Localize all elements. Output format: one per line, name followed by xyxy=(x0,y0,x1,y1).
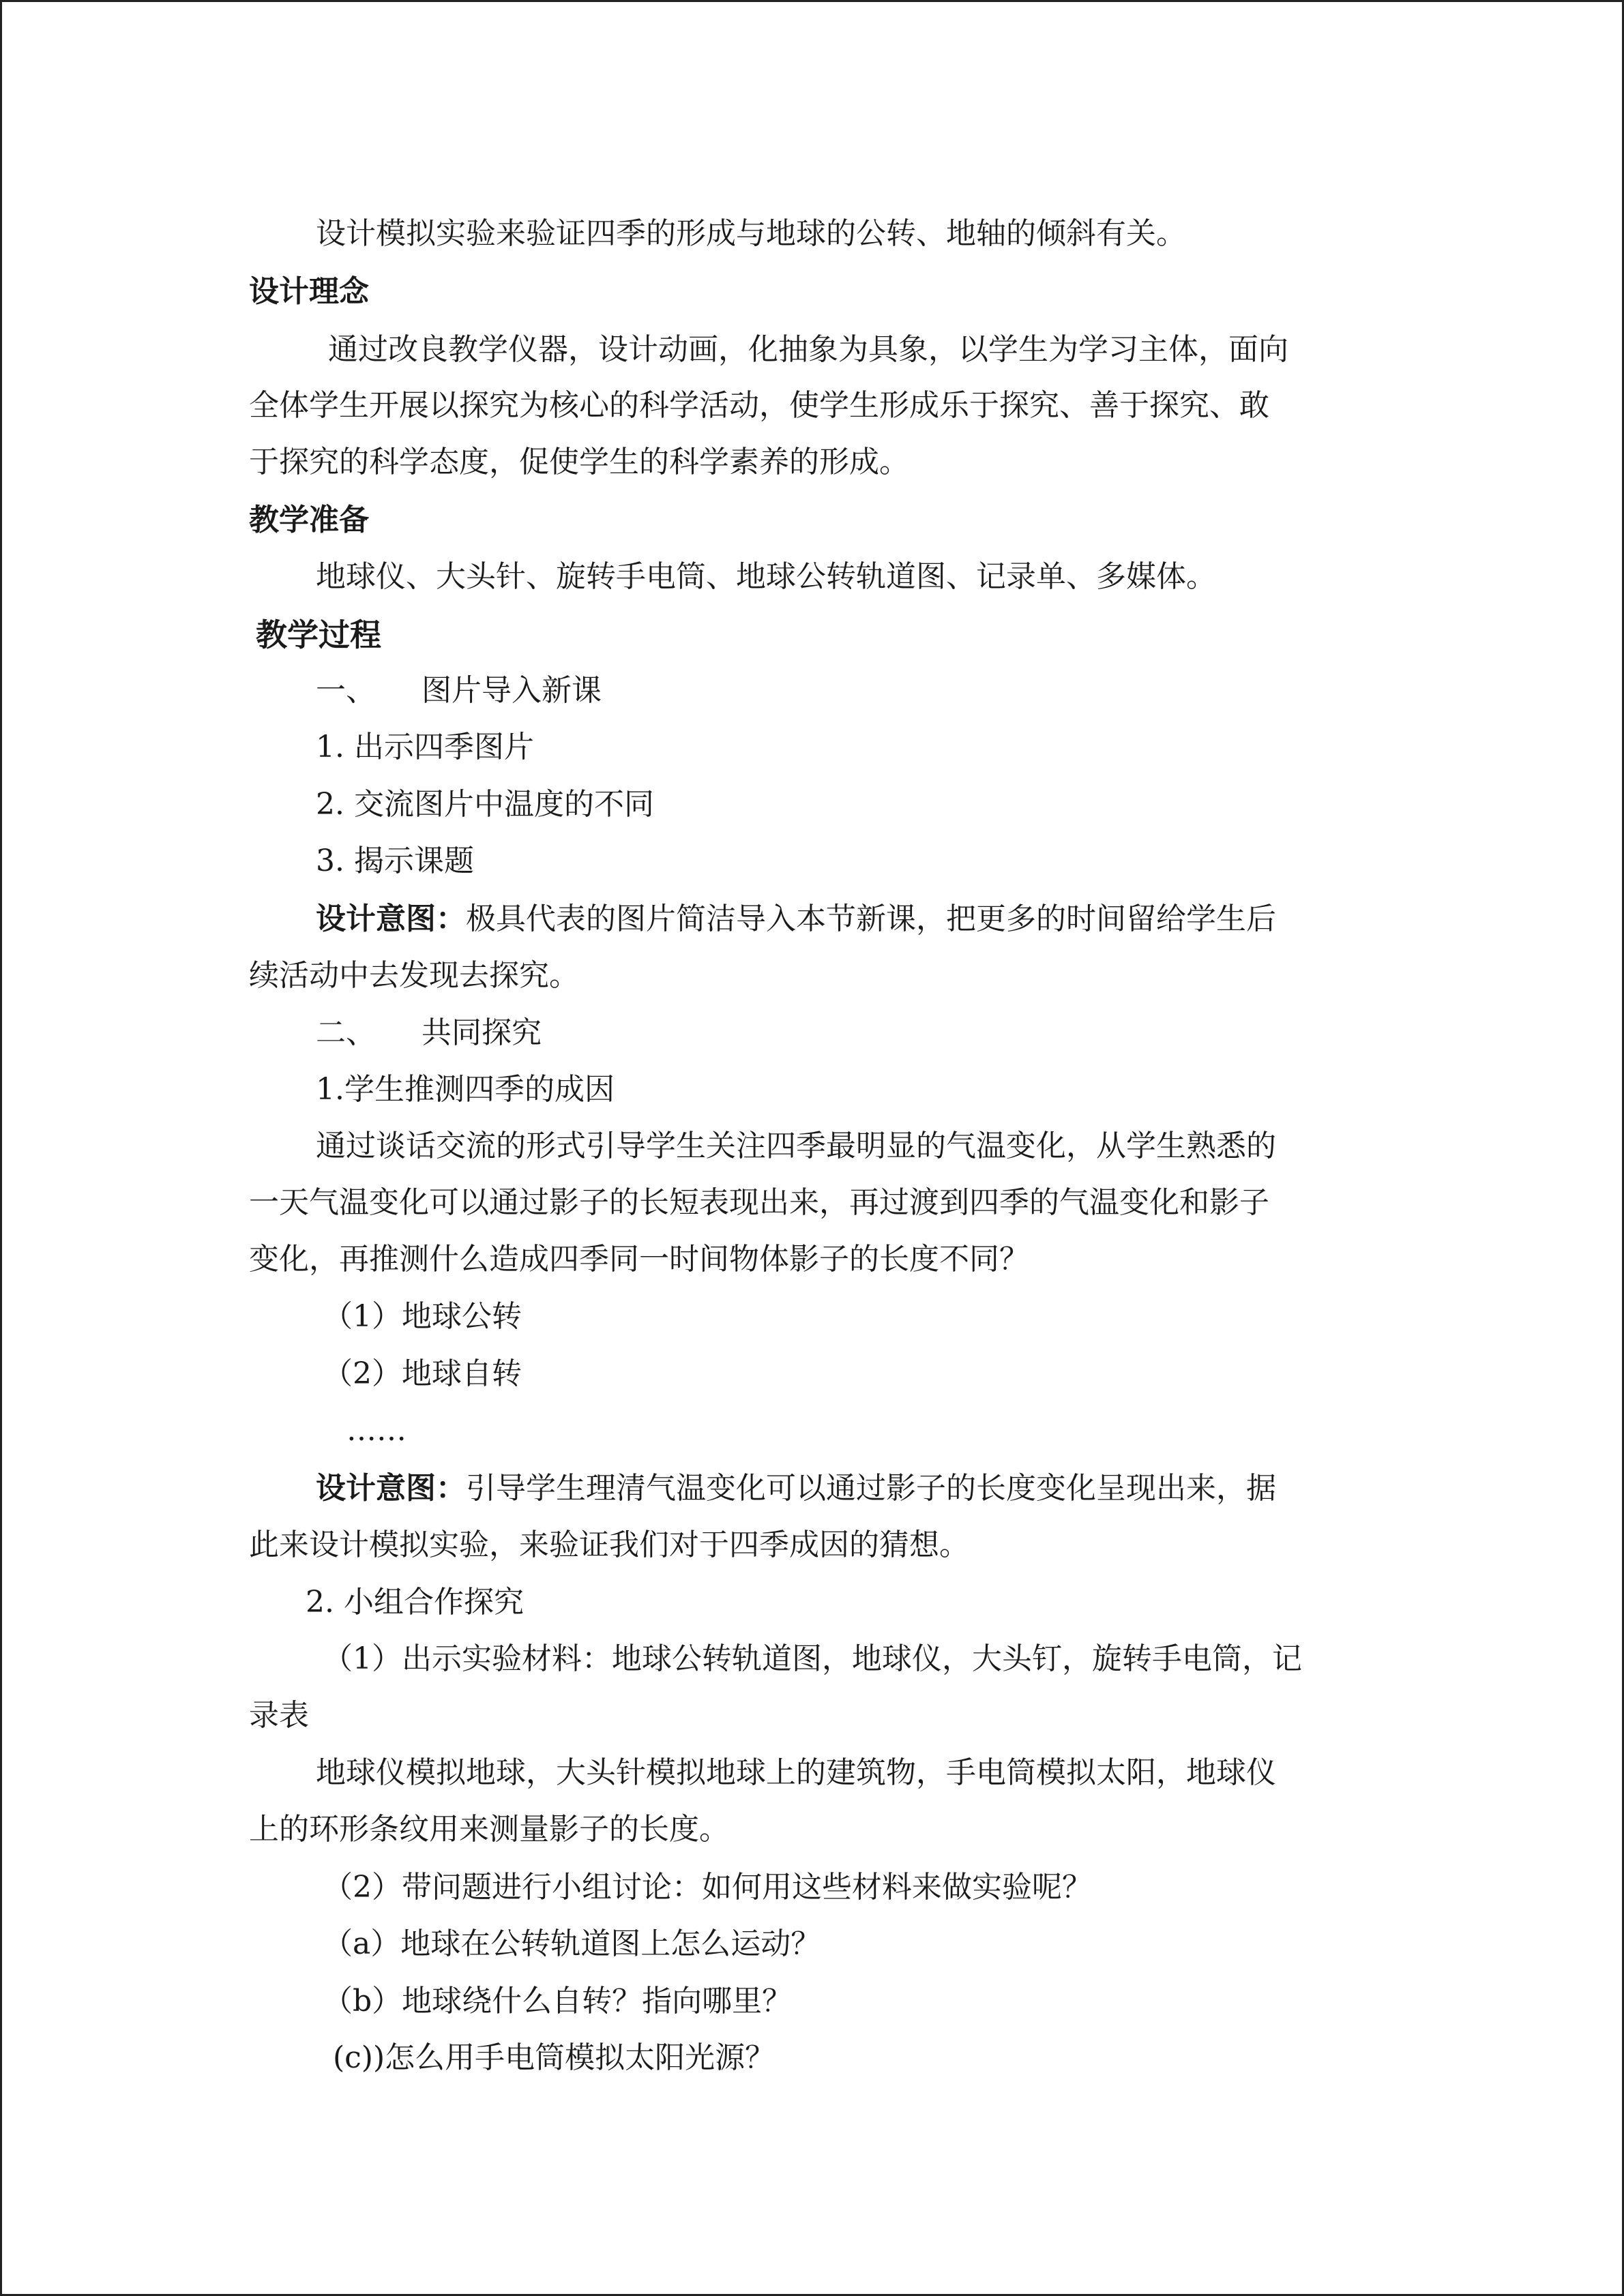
heading-teaching-process: 教学过程 xyxy=(256,616,381,653)
guess-ellipsis: …… xyxy=(346,1413,407,1448)
part2-para-line-2: 一天气温变化可以通过影子的长短表现出来，再过渡到四季的气温变化和影子 xyxy=(249,1185,1269,1220)
part2-sub2: 2. 小组合作探究 xyxy=(306,1585,524,1620)
guess-2: （2）地球自转 xyxy=(323,1356,522,1391)
part1-item-3: 3. 揭示课题 xyxy=(316,844,474,878)
part1-item-2: 2. 交流图片中温度的不同 xyxy=(316,787,654,822)
part2-intent-text: 引导学生理清气温变化可以通过影子的长度变化呈现出来，据 xyxy=(466,1471,1276,1506)
design-concept-line-1: 通过改良教学仪器，设计动画，化抽象为具象，以学生为学习主体，面向 xyxy=(328,332,1288,367)
part2-title: 共同探究 xyxy=(422,1015,542,1050)
part1-intent-text: 极具代表的图片简洁导入本节新课，把更多的时间留给学生后 xyxy=(466,901,1276,936)
step1-line-1: （1）出示实验材料：地球公转轨道图，地球仪，大头钉，旋转手电筒，记 xyxy=(323,1641,1302,1676)
design-concept-line-3: 于探究的科学态度，促使学生的科学素养的形成。 xyxy=(249,445,909,479)
heading-teaching-prep: 教学准备 xyxy=(249,503,369,537)
model-line-2: 上的环形条纹用来测量影子的长度。 xyxy=(249,1812,729,1847)
part2-intent-label: 设计意图： xyxy=(316,1471,466,1506)
design-concept-line-2: 全体学生开展以探究为核心的科学活动，使学生形成乐于探究、善于探究、敢 xyxy=(249,388,1269,423)
teaching-prep-line: 地球仪、大头针、旋转手电筒、地球公转轨道图、记录单、多媒体。 xyxy=(316,559,1216,594)
intro-line: 设计模拟实验来验证四季的形成与地球的公转、地轴的倾斜有关。 xyxy=(316,216,1186,251)
part2-number: 二、 xyxy=(316,1015,376,1050)
part1-number: 一、 xyxy=(316,673,376,708)
part1-intent-continued: 续活动中去发现去探究。 xyxy=(249,958,579,993)
heading-design-concept: 设计理念 xyxy=(249,274,369,309)
model-line-1: 地球仪模拟地球，大头针模拟地球上的建筑物，手电筒模拟太阳，地球仪 xyxy=(316,1755,1276,1790)
question-c: (c))怎么用手电筒模拟太阳光源？ xyxy=(333,2040,776,2075)
part2-para-line-3: 变化，再推测什么造成四季同一时间物体影子的长度不同？ xyxy=(249,1242,1029,1277)
step1-line-2: 录表 xyxy=(249,1698,309,1733)
part2-intent-continued: 此来设计模拟实验，来验证我们对于四季成因的猜想。 xyxy=(249,1527,969,1562)
part2-intent xyxy=(316,1468,1276,1509)
part2-para-line-1: 通过谈话交流的形式引导学生关注四季最明显的气温变化，从学生熟悉的 xyxy=(316,1129,1276,1163)
question-b: （b）地球绕什么自转？指向哪里？ xyxy=(323,1984,793,2018)
step2-line: （2）带问题进行小组讨论：如何用这些材料来做实验呢？ xyxy=(323,1870,1092,1905)
part2-sub1: 1.学生推测四季的成因 xyxy=(316,1072,615,1107)
question-a: （a）地球在公转轨道图上怎么运动？ xyxy=(323,1926,821,1961)
part1-intent-label: 设计意图： xyxy=(316,901,466,936)
part1-intent xyxy=(316,899,1276,940)
part1-item-1: 1. 出示四季图片 xyxy=(316,730,534,764)
guess-1: （1）地球公转 xyxy=(323,1299,522,1334)
part1-title: 图片导入新课 xyxy=(422,673,602,708)
